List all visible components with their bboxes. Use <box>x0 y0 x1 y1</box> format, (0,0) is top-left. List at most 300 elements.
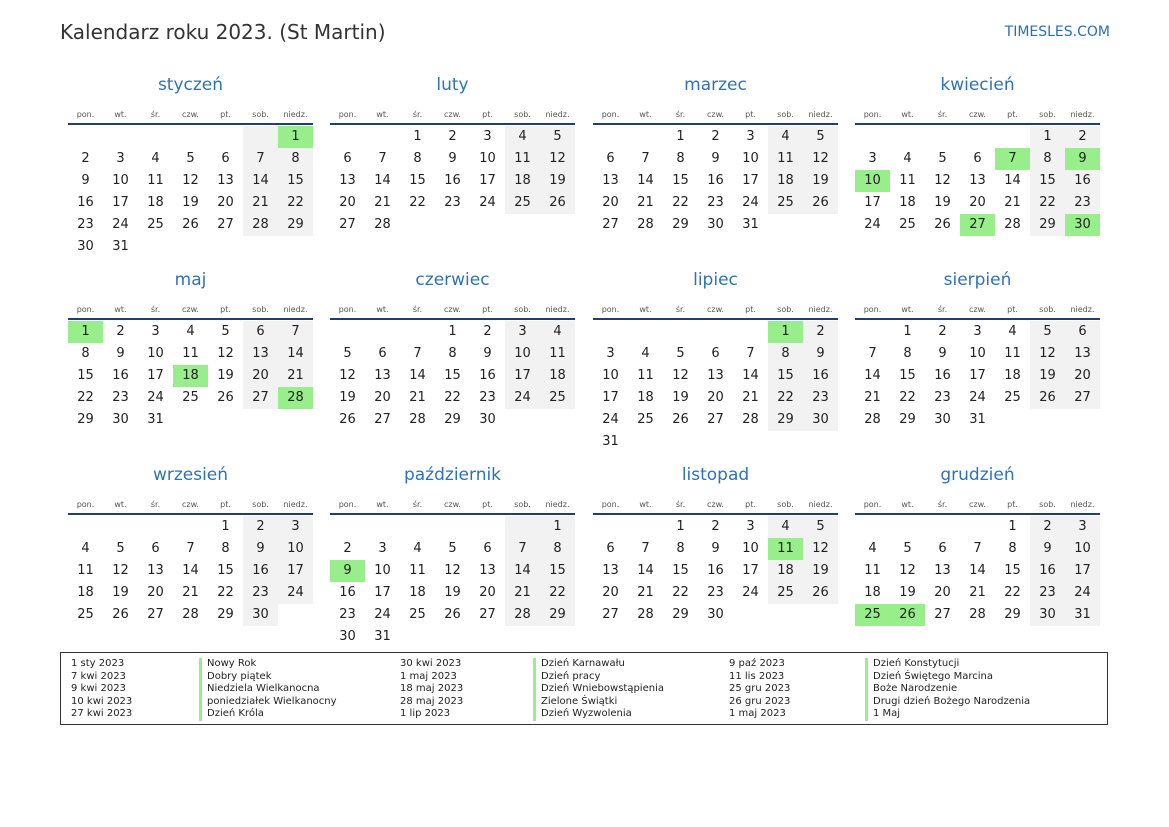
day-cell: 21 <box>374 195 391 210</box>
day-cell: 28 <box>637 217 654 232</box>
holiday-date: 1 maj 2023 <box>729 708 786 720</box>
weekday-label: wt. <box>376 305 389 314</box>
day-cell: 8 <box>676 541 685 556</box>
day-cell: 7 <box>641 151 650 166</box>
day-cell: 13 <box>602 173 619 188</box>
day-cell: 8 <box>448 346 457 361</box>
empty-cell <box>628 126 663 148</box>
weekday-label: pon. <box>338 500 357 509</box>
day-cell: 17 <box>112 195 129 210</box>
day-cell: 28 <box>1004 217 1021 232</box>
day-cell: 22 <box>672 585 689 600</box>
day-cell: 24 <box>864 217 881 232</box>
day-cell: 17 <box>602 390 619 405</box>
day-cell: 7 <box>505 538 540 560</box>
weekday-label: śr. <box>937 500 948 509</box>
weekday-label: niedz. <box>808 305 833 314</box>
day-cell: 8 <box>676 151 685 166</box>
day-cell: 20 <box>602 585 619 600</box>
day-cell: 3 <box>151 324 160 339</box>
day-cell: 9 <box>483 346 492 361</box>
day-cell: 20 <box>479 585 496 600</box>
day-cell: 23 <box>707 585 724 600</box>
day-grid <box>330 126 575 236</box>
day-cell: 29 <box>1030 214 1065 236</box>
holiday-date: 1 sty 2023 <box>71 658 125 669</box>
day-cell: 31 <box>742 217 759 232</box>
day-cell: 30 <box>707 607 724 622</box>
weekday-label: sob. <box>252 500 269 509</box>
day-cell: 2 <box>483 324 492 339</box>
holiday-name: Dzień Świętego Marcina <box>865 671 1030 684</box>
day-cell: 19 <box>444 585 461 600</box>
day-cell: 6 <box>606 151 615 166</box>
day-cell: 10 <box>742 151 759 166</box>
day-cell: 17 <box>147 368 164 383</box>
day-cell: 1 <box>1008 519 1017 534</box>
day-cell: 13 <box>243 343 278 365</box>
holiday-date: 25 gru 2023 <box>729 683 791 695</box>
day-cell: 3 <box>483 129 492 144</box>
weekday-label: pon. <box>76 305 95 314</box>
day-cell: 25 <box>147 217 164 232</box>
weekday-label: niedz. <box>283 305 308 314</box>
day-cell: 17 <box>1065 560 1100 582</box>
day-cell: 28 <box>374 217 391 232</box>
day-cell: 19 <box>182 195 199 210</box>
day-cell: 30 <box>1065 214 1100 236</box>
day-cell: 26 <box>934 217 951 232</box>
day-cell: 6 <box>378 346 387 361</box>
day-cell: 10 <box>505 343 540 365</box>
day-cell: 18 <box>768 560 803 582</box>
day-cell: 28 <box>182 607 199 622</box>
day-cell: 5 <box>903 541 912 556</box>
day-cell: 16 <box>707 173 724 188</box>
empty-cell <box>365 321 400 343</box>
empty-cell <box>173 126 208 148</box>
month-name: kwiecień <box>940 75 1015 95</box>
day-cell: 14 <box>1004 173 1021 188</box>
day-cell: 22 <box>540 582 575 604</box>
day-cell: 26 <box>803 192 838 214</box>
day-cell: 31 <box>147 412 164 427</box>
empty-cell <box>890 516 925 538</box>
month-block <box>68 465 313 626</box>
holiday-date: 1 lip 2023 <box>400 708 451 720</box>
weekday-label: wt. <box>114 110 127 119</box>
day-cell: 12 <box>182 173 199 188</box>
day-cell: 10 <box>1065 538 1100 560</box>
day-cell: 15 <box>540 560 575 582</box>
day-cell: 25 <box>505 192 540 214</box>
day-cell: 6 <box>938 541 947 556</box>
weekday-header <box>330 102 575 125</box>
day-cell: 27 <box>147 607 164 622</box>
day-cell: 28 <box>278 387 313 409</box>
weekday-label: pt. <box>220 305 231 314</box>
empty-cell <box>138 516 173 538</box>
day-cell: 2 <box>938 324 947 339</box>
empty-cell <box>68 516 103 538</box>
day-cell: 16 <box>479 368 496 383</box>
day-cell: 19 <box>672 390 689 405</box>
day-cell: 29 <box>672 217 689 232</box>
day-cell: 20 <box>602 195 619 210</box>
holiday-names-col-2 <box>533 658 664 721</box>
weekday-header <box>855 102 1100 125</box>
day-cell: 30 <box>339 629 356 644</box>
day-cell: 3 <box>505 321 540 343</box>
day-cell: 28 <box>969 607 986 622</box>
day-cell: 7 <box>378 151 387 166</box>
day-cell: 30 <box>77 239 94 254</box>
day-cell: 12 <box>934 173 951 188</box>
weekday-label: sob. <box>514 305 531 314</box>
day-cell: 7 <box>186 541 195 556</box>
empty-cell <box>208 126 243 148</box>
month-block <box>330 75 575 236</box>
day-cell: 25 <box>855 604 890 626</box>
empty-cell <box>330 321 365 343</box>
holiday-date: 11 lis 2023 <box>729 670 785 682</box>
day-cell: 23 <box>934 390 951 405</box>
month-block <box>330 465 575 648</box>
day-cell: 23 <box>77 217 94 232</box>
weekday-label: niedz. <box>283 500 308 509</box>
day-cell: 24 <box>147 390 164 405</box>
day-cell: 9 <box>1030 538 1065 560</box>
day-cell: 24 <box>278 582 313 604</box>
day-cell: 21 <box>637 585 654 600</box>
day-cell: 16 <box>1065 170 1100 192</box>
day-cell: 13 <box>969 173 986 188</box>
day-cell: 22 <box>444 390 461 405</box>
day-cell: 8 <box>413 151 422 166</box>
day-cell: 1 <box>221 519 230 534</box>
month-block <box>855 465 1100 626</box>
day-cell: 13 <box>217 173 234 188</box>
weekday-label: sob. <box>514 500 531 509</box>
day-cell: 10 <box>742 541 759 556</box>
holiday-name: Niedziela Wielkanocna <box>199 683 337 696</box>
weekday-label: pt. <box>482 305 493 314</box>
month-name: luty <box>436 75 469 95</box>
day-cell: 5 <box>343 346 352 361</box>
day-cell: 15 <box>768 365 803 387</box>
day-cell: 16 <box>339 585 356 600</box>
weekday-label: sob. <box>252 305 269 314</box>
weekday-label: pon. <box>863 305 882 314</box>
day-cell: 9 <box>330 560 365 582</box>
day-cell: 6 <box>606 541 615 556</box>
weekday-label: czw. <box>444 110 461 119</box>
day-cell: 26 <box>890 604 925 626</box>
day-cell: 5 <box>221 324 230 339</box>
day-cell: 14 <box>278 343 313 365</box>
holiday-date: 1 maj 2023 <box>400 670 457 682</box>
day-cell: 29 <box>1004 607 1021 622</box>
day-cell: 18 <box>1004 368 1021 383</box>
weekday-label: sob. <box>777 305 794 314</box>
day-cell: 25 <box>768 582 803 604</box>
day-cell: 20 <box>707 390 724 405</box>
day-cell: 22 <box>409 195 426 210</box>
day-cell: 20 <box>1065 365 1100 387</box>
day-cell: 23 <box>707 195 724 210</box>
day-cell: 31 <box>374 629 391 644</box>
weekday-label: pt. <box>1007 110 1018 119</box>
day-cell: 7 <box>973 541 982 556</box>
day-cell: 11 <box>505 148 540 170</box>
empty-cell <box>505 516 540 538</box>
day-cell: 18 <box>899 195 916 210</box>
day-cell: 2 <box>1030 516 1065 538</box>
day-cell: 31 <box>112 239 129 254</box>
day-cell: 19 <box>112 585 129 600</box>
holiday-list <box>60 652 1108 725</box>
day-cell: 19 <box>1030 365 1065 387</box>
day-cell: 23 <box>112 390 129 405</box>
day-cell: 29 <box>217 607 234 622</box>
day-cell: 10 <box>147 346 164 361</box>
day-cell: 6 <box>243 321 278 343</box>
month-name: maj <box>174 270 207 290</box>
day-cell: 30 <box>707 217 724 232</box>
day-cell: 25 <box>768 192 803 214</box>
weekday-label: śr. <box>150 110 161 119</box>
holiday-date: 9 paź 2023 <box>729 658 785 669</box>
day-cell: 27 <box>707 412 724 427</box>
day-cell: 3 <box>116 151 125 166</box>
day-cell: 8 <box>221 541 230 556</box>
day-cell: 5 <box>938 151 947 166</box>
weekday-header <box>593 102 838 125</box>
holiday-name: Dzień Wniebowstąpienia <box>533 683 664 696</box>
day-cell: 24 <box>602 412 619 427</box>
day-cell: 12 <box>540 148 575 170</box>
day-cell: 5 <box>676 346 685 361</box>
day-cell: 4 <box>540 321 575 343</box>
day-cell: 12 <box>112 563 129 578</box>
month-name: marzec <box>684 75 747 95</box>
day-cell: 18 <box>540 365 575 387</box>
site-link[interactable]: TIMESLES.COM <box>1004 24 1110 40</box>
day-cell: 27 <box>934 607 951 622</box>
day-cell: 2 <box>116 324 125 339</box>
weekday-label: sob. <box>252 110 269 119</box>
day-cell: 20 <box>217 195 234 210</box>
day-cell: 3 <box>606 346 615 361</box>
day-cell: 24 <box>479 195 496 210</box>
holiday-name: Nowy Rok <box>199 658 337 671</box>
weekday-label: sob. <box>777 500 794 509</box>
weekday-label: śr. <box>412 305 423 314</box>
weekday-label: sob. <box>777 110 794 119</box>
day-cell: 18 <box>768 170 803 192</box>
day-cell: 15 <box>672 173 689 188</box>
day-cell: 2 <box>343 541 352 556</box>
holiday-name: Dzień pracy <box>533 671 664 684</box>
day-cell: 15 <box>1030 170 1065 192</box>
empty-cell <box>138 126 173 148</box>
day-cell: 9 <box>448 151 457 166</box>
day-cell: 22 <box>77 390 94 405</box>
day-cell: 18 <box>147 195 164 210</box>
day-cell: 8 <box>768 343 803 365</box>
day-cell: 11 <box>899 173 916 188</box>
month-block <box>593 75 838 236</box>
weekday-label: wt. <box>901 500 914 509</box>
day-cell: 12 <box>217 346 234 361</box>
day-cell: 16 <box>243 560 278 582</box>
day-cell: 8 <box>540 538 575 560</box>
day-cell: 28 <box>637 607 654 622</box>
day-cell: 25 <box>77 607 94 622</box>
weekday-label: czw. <box>182 305 199 314</box>
day-cell: 15 <box>278 170 313 192</box>
day-cell: 19 <box>803 170 838 192</box>
day-cell: 27 <box>243 387 278 409</box>
day-cell: 17 <box>864 195 881 210</box>
empty-cell <box>365 516 400 538</box>
day-cell: 1 <box>768 321 803 343</box>
empty-cell <box>365 126 400 148</box>
day-cell: 23 <box>1065 192 1100 214</box>
day-cell: 4 <box>505 126 540 148</box>
day-cell: 14 <box>864 368 881 383</box>
holiday-name: Zielone Świątki <box>533 696 664 709</box>
day-cell: 15 <box>217 563 234 578</box>
day-cell: 28 <box>243 214 278 236</box>
day-cell: 5 <box>186 151 195 166</box>
page-title: Kalendarz roku 2023. (St Martin) <box>60 20 386 44</box>
holiday-name: Drugi dzień Bożego Narodzenia <box>865 696 1030 709</box>
day-cell: 6 <box>1065 321 1100 343</box>
weekday-label: pt. <box>482 500 493 509</box>
day-cell: 11 <box>768 148 803 170</box>
day-cell: 4 <box>413 541 422 556</box>
weekday-label: niedz. <box>1070 305 1095 314</box>
weekday-label: czw. <box>707 305 724 314</box>
month-name: styczeń <box>157 75 224 95</box>
day-grid <box>68 516 313 626</box>
day-cell: 15 <box>1004 563 1021 578</box>
day-cell: 3 <box>278 516 313 538</box>
day-cell: 1 <box>68 321 103 343</box>
weekday-label: wt. <box>639 305 652 314</box>
day-cell: 27 <box>960 214 995 236</box>
day-cell: 29 <box>768 409 803 431</box>
day-cell: 21 <box>969 585 986 600</box>
weekday-label: pt. <box>1007 500 1018 509</box>
month-name: lipiec <box>693 270 738 290</box>
weekday-label: śr. <box>150 305 161 314</box>
day-cell: 8 <box>278 148 313 170</box>
weekday-label: pt. <box>745 305 756 314</box>
day-cell: 4 <box>1008 324 1017 339</box>
holiday-date: 7 kwi 2023 <box>71 670 126 682</box>
day-cell: 24 <box>1065 582 1100 604</box>
weekday-header <box>855 492 1100 515</box>
month-block <box>593 270 838 453</box>
day-cell: 23 <box>444 195 461 210</box>
day-cell: 9 <box>803 343 838 365</box>
day-cell: 16 <box>77 195 94 210</box>
empty-cell <box>173 516 208 538</box>
holiday-date: 9 kwi 2023 <box>71 683 126 695</box>
month-name: październik <box>403 465 502 485</box>
empty-cell <box>890 126 925 148</box>
day-cell: 5 <box>803 516 838 538</box>
day-cell: 13 <box>707 368 724 383</box>
day-cell: 4 <box>151 151 160 166</box>
weekday-label: wt. <box>901 110 914 119</box>
weekday-label: pt. <box>220 110 231 119</box>
day-cell: 26 <box>1030 387 1065 409</box>
day-cell: 22 <box>1004 585 1021 600</box>
weekday-label: czw. <box>444 500 461 509</box>
day-cell: 22 <box>278 192 313 214</box>
day-cell: 13 <box>934 563 951 578</box>
day-cell: 16 <box>112 368 129 383</box>
weekday-label: pon. <box>76 110 95 119</box>
day-cell: 21 <box>409 390 426 405</box>
day-cell: 17 <box>278 560 313 582</box>
day-cell: 9 <box>1065 148 1100 170</box>
weekday-label: wt. <box>901 305 914 314</box>
day-cell: 15 <box>672 563 689 578</box>
weekday-label: niedz. <box>1070 500 1095 509</box>
day-cell: 26 <box>803 582 838 604</box>
day-cell: 6 <box>711 346 720 361</box>
day-cell: 2 <box>243 516 278 538</box>
day-cell: 14 <box>505 560 540 582</box>
empty-cell <box>698 321 733 343</box>
weekday-label: pt. <box>220 500 231 509</box>
day-cell: 4 <box>81 541 90 556</box>
empty-cell <box>400 321 435 343</box>
month-name: sierpień <box>943 270 1012 290</box>
day-cell: 22 <box>1030 192 1065 214</box>
day-cell: 21 <box>1004 195 1021 210</box>
empty-cell <box>68 126 103 148</box>
weekday-label: śr. <box>412 110 423 119</box>
day-cell: 3 <box>746 129 755 144</box>
weekday-header <box>855 297 1100 320</box>
weekday-label: pon. <box>601 110 620 119</box>
day-cell: 12 <box>803 538 838 560</box>
holiday-date: 30 kwi 2023 <box>400 658 462 669</box>
day-grid <box>593 126 838 236</box>
weekday-label: czw. <box>444 305 461 314</box>
day-grid <box>855 516 1100 626</box>
day-cell: 13 <box>374 368 391 383</box>
day-cell: 25 <box>899 217 916 232</box>
day-cell: 23 <box>243 582 278 604</box>
day-cell: 27 <box>602 607 619 622</box>
weekday-label: śr. <box>412 500 423 509</box>
month-block <box>68 75 313 258</box>
weekday-header <box>68 492 313 515</box>
day-cell: 6 <box>973 151 982 166</box>
empty-cell <box>330 126 365 148</box>
day-cell: 6 <box>221 151 230 166</box>
day-cell: 11 <box>637 368 654 383</box>
weekday-label: czw. <box>182 110 199 119</box>
day-cell: 9 <box>81 173 90 188</box>
weekday-label: pon. <box>338 110 357 119</box>
